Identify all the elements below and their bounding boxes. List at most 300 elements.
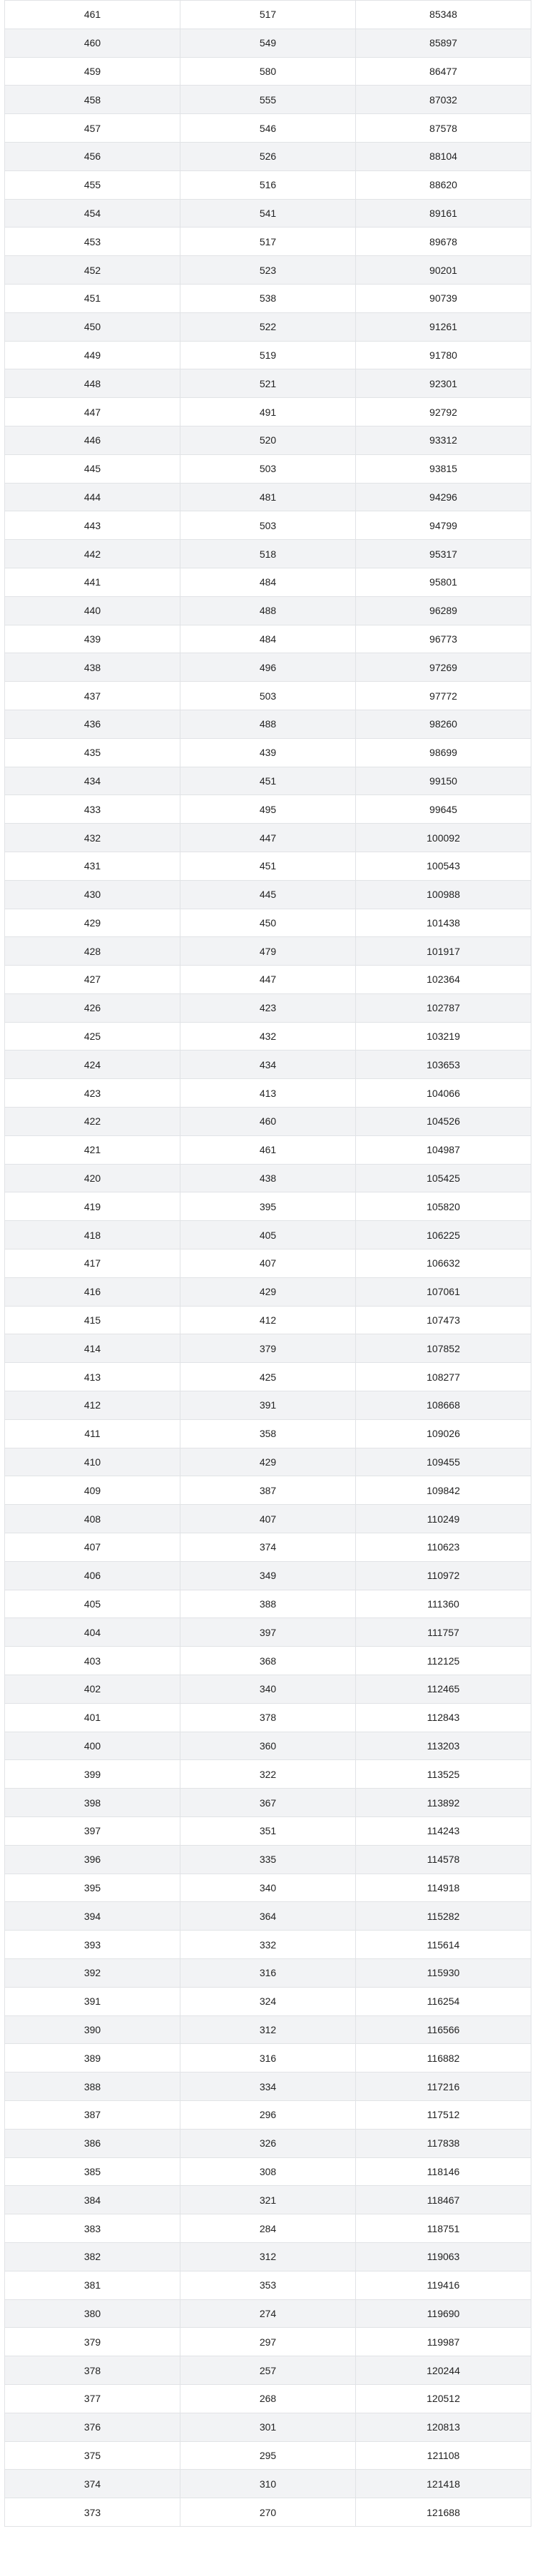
table-row bbox=[5, 1618, 531, 1647]
score-cell: 375 bbox=[5, 2441, 180, 2470]
count-cell: 491 bbox=[180, 398, 356, 426]
table-row bbox=[5, 1931, 531, 1959]
table-row bbox=[5, 2100, 531, 2129]
count-cell: 460 bbox=[180, 1108, 356, 1136]
score-cell: 408 bbox=[5, 1505, 180, 1533]
count-cell: 301 bbox=[180, 2413, 356, 2441]
table-row bbox=[5, 1135, 531, 1164]
table-row bbox=[5, 1817, 531, 1846]
cumulative-cell: 85348 bbox=[356, 1, 531, 29]
score-cell: 390 bbox=[5, 2015, 180, 2044]
cumulative-cell: 107061 bbox=[356, 1277, 531, 1306]
cumulative-cell: 109026 bbox=[356, 1419, 531, 1448]
count-cell: 284 bbox=[180, 2214, 356, 2243]
score-cell: 423 bbox=[5, 1079, 180, 1108]
table-row bbox=[5, 2498, 531, 2527]
count-cell: 316 bbox=[180, 2044, 356, 2072]
count-cell: 268 bbox=[180, 2384, 356, 2413]
cumulative-cell: 118751 bbox=[356, 2214, 531, 2243]
cumulative-cell: 107473 bbox=[356, 1306, 531, 1334]
score-cell: 377 bbox=[5, 2384, 180, 2413]
score-cell: 427 bbox=[5, 966, 180, 994]
count-cell: 481 bbox=[180, 483, 356, 511]
score-cell: 422 bbox=[5, 1108, 180, 1136]
cumulative-cell: 88620 bbox=[356, 170, 531, 199]
score-cell: 454 bbox=[5, 199, 180, 228]
score-cell: 381 bbox=[5, 2271, 180, 2299]
table-row bbox=[5, 2356, 531, 2385]
cumulative-cell: 106225 bbox=[356, 1221, 531, 1249]
cumulative-cell: 90201 bbox=[356, 256, 531, 285]
count-cell: 340 bbox=[180, 1874, 356, 1902]
count-cell: 405 bbox=[180, 1221, 356, 1249]
cumulative-cell: 116566 bbox=[356, 2015, 531, 2044]
cumulative-cell: 120244 bbox=[356, 2356, 531, 2385]
cumulative-cell: 87578 bbox=[356, 114, 531, 143]
count-cell: 322 bbox=[180, 1760, 356, 1789]
table-row bbox=[5, 86, 531, 114]
score-cell: 440 bbox=[5, 596, 180, 625]
count-cell: 523 bbox=[180, 256, 356, 285]
table-row bbox=[5, 710, 531, 738]
cumulative-cell: 109842 bbox=[356, 1476, 531, 1505]
score-cell: 433 bbox=[5, 795, 180, 824]
score-cell: 395 bbox=[5, 1874, 180, 1902]
cumulative-cell: 103219 bbox=[356, 1022, 531, 1051]
cumulative-cell: 85897 bbox=[356, 29, 531, 57]
score-cell: 419 bbox=[5, 1192, 180, 1221]
cumulative-cell: 113525 bbox=[356, 1760, 531, 1789]
count-cell: 407 bbox=[180, 1249, 356, 1278]
count-cell: 364 bbox=[180, 1902, 356, 1931]
cumulative-cell: 113203 bbox=[356, 1732, 531, 1760]
cumulative-cell: 93815 bbox=[356, 454, 531, 483]
cumulative-cell: 96773 bbox=[356, 625, 531, 653]
score-cell: 458 bbox=[5, 86, 180, 114]
score-cell: 460 bbox=[5, 29, 180, 57]
score-cell: 404 bbox=[5, 1618, 180, 1647]
cumulative-cell: 99150 bbox=[356, 767, 531, 795]
score-cell: 388 bbox=[5, 2072, 180, 2101]
count-cell: 538 bbox=[180, 284, 356, 312]
table-row bbox=[5, 880, 531, 909]
cumulative-cell: 100092 bbox=[356, 824, 531, 852]
cumulative-cell: 110249 bbox=[356, 1505, 531, 1533]
cumulative-cell: 91261 bbox=[356, 312, 531, 341]
cumulative-cell: 95801 bbox=[356, 568, 531, 596]
table-row bbox=[5, 511, 531, 540]
cumulative-cell: 92792 bbox=[356, 398, 531, 426]
count-cell: 412 bbox=[180, 1306, 356, 1334]
table-row bbox=[5, 909, 531, 937]
score-cell: 418 bbox=[5, 1221, 180, 1249]
table-row bbox=[5, 2441, 531, 2470]
score-cell: 452 bbox=[5, 256, 180, 285]
table-row bbox=[5, 1419, 531, 1448]
count-cell: 451 bbox=[180, 852, 356, 880]
table-row bbox=[5, 1164, 531, 1192]
score-cell: 445 bbox=[5, 454, 180, 483]
cumulative-cell: 107852 bbox=[356, 1334, 531, 1363]
table-row bbox=[5, 738, 531, 767]
cumulative-cell: 121418 bbox=[356, 2470, 531, 2498]
score-cell: 400 bbox=[5, 1732, 180, 1760]
count-cell: 270 bbox=[180, 2498, 356, 2527]
table-row bbox=[5, 993, 531, 1022]
cumulative-cell: 114918 bbox=[356, 1874, 531, 1902]
table-row bbox=[5, 1391, 531, 1420]
score-cell: 426 bbox=[5, 993, 180, 1022]
cumulative-cell: 102787 bbox=[356, 993, 531, 1022]
table-row bbox=[5, 2186, 531, 2214]
score-cell: 378 bbox=[5, 2356, 180, 2385]
count-cell: 479 bbox=[180, 937, 356, 966]
score-cell: 443 bbox=[5, 511, 180, 540]
cumulative-cell: 95317 bbox=[356, 540, 531, 568]
score-cell: 444 bbox=[5, 483, 180, 511]
score-cell: 376 bbox=[5, 2413, 180, 2441]
score-cell: 393 bbox=[5, 1931, 180, 1959]
score-cell: 401 bbox=[5, 1703, 180, 1732]
score-cell: 439 bbox=[5, 625, 180, 653]
table-row bbox=[5, 1732, 531, 1760]
cumulative-cell: 119416 bbox=[356, 2271, 531, 2299]
cumulative-cell: 103653 bbox=[356, 1051, 531, 1079]
table-row bbox=[5, 228, 531, 256]
score-table bbox=[4, 0, 531, 2527]
score-cell: 421 bbox=[5, 1135, 180, 1164]
table-row bbox=[5, 2242, 531, 2271]
count-cell: 546 bbox=[180, 114, 356, 143]
count-cell: 520 bbox=[180, 426, 356, 454]
table-row bbox=[5, 2384, 531, 2413]
score-cell: 417 bbox=[5, 1249, 180, 1278]
score-cell: 428 bbox=[5, 937, 180, 966]
cumulative-cell: 100543 bbox=[356, 852, 531, 880]
count-cell: 312 bbox=[180, 2015, 356, 2044]
count-cell: 516 bbox=[180, 170, 356, 199]
table-row bbox=[5, 57, 531, 86]
score-cell: 447 bbox=[5, 398, 180, 426]
cumulative-cell: 105820 bbox=[356, 1192, 531, 1221]
count-cell: 503 bbox=[180, 511, 356, 540]
score-cell: 412 bbox=[5, 1391, 180, 1420]
table-row bbox=[5, 1448, 531, 1476]
count-cell: 374 bbox=[180, 1533, 356, 1562]
cumulative-cell: 97269 bbox=[356, 653, 531, 682]
count-cell: 432 bbox=[180, 1022, 356, 1051]
table-row bbox=[5, 1533, 531, 1562]
count-cell: 360 bbox=[180, 1732, 356, 1760]
score-cell: 392 bbox=[5, 1958, 180, 1987]
table-row bbox=[5, 1590, 531, 1618]
table-row bbox=[5, 653, 531, 682]
cumulative-cell: 105425 bbox=[356, 1164, 531, 1192]
count-cell: 297 bbox=[180, 2328, 356, 2356]
cumulative-cell: 118467 bbox=[356, 2186, 531, 2214]
count-cell: 378 bbox=[180, 1703, 356, 1732]
table-row bbox=[5, 341, 531, 369]
score-cell: 459 bbox=[5, 57, 180, 86]
cumulative-cell: 100988 bbox=[356, 880, 531, 909]
cumulative-cell: 121108 bbox=[356, 2441, 531, 2470]
table-row bbox=[5, 1958, 531, 1987]
table-row bbox=[5, 2470, 531, 2498]
score-cell: 446 bbox=[5, 426, 180, 454]
score-cell: 431 bbox=[5, 852, 180, 880]
score-cell: 396 bbox=[5, 1845, 180, 1874]
count-cell: 395 bbox=[180, 1192, 356, 1221]
score-cell: 410 bbox=[5, 1448, 180, 1476]
table-row bbox=[5, 1476, 531, 1505]
cumulative-cell: 109455 bbox=[356, 1448, 531, 1476]
table-row bbox=[5, 2413, 531, 2441]
count-cell: 425 bbox=[180, 1363, 356, 1391]
cumulative-cell: 88104 bbox=[356, 142, 531, 170]
count-cell: 484 bbox=[180, 568, 356, 596]
cumulative-cell: 104987 bbox=[356, 1135, 531, 1164]
cumulative-cell: 119063 bbox=[356, 2242, 531, 2271]
cumulative-cell: 118146 bbox=[356, 2157, 531, 2186]
table-row bbox=[5, 596, 531, 625]
cumulative-cell: 104066 bbox=[356, 1079, 531, 1108]
cumulative-cell: 112465 bbox=[356, 1675, 531, 1704]
cumulative-cell: 102364 bbox=[356, 966, 531, 994]
table-row bbox=[5, 2072, 531, 2101]
table-row bbox=[5, 795, 531, 824]
count-cell: 549 bbox=[180, 29, 356, 57]
cumulative-cell: 120512 bbox=[356, 2384, 531, 2413]
table-row bbox=[5, 1221, 531, 1249]
cumulative-cell: 93312 bbox=[356, 426, 531, 454]
table-row bbox=[5, 1306, 531, 1334]
score-cell: 414 bbox=[5, 1334, 180, 1363]
table-row bbox=[5, 2044, 531, 2072]
cumulative-cell: 90739 bbox=[356, 284, 531, 312]
count-cell: 451 bbox=[180, 767, 356, 795]
score-cell: 455 bbox=[5, 170, 180, 199]
score-cell: 387 bbox=[5, 2100, 180, 2129]
table-row bbox=[5, 1051, 531, 1079]
cumulative-cell: 117216 bbox=[356, 2072, 531, 2101]
table-row bbox=[5, 2129, 531, 2157]
table-row bbox=[5, 2214, 531, 2243]
count-cell: 349 bbox=[180, 1561, 356, 1590]
score-cell: 409 bbox=[5, 1476, 180, 1505]
table-row bbox=[5, 398, 531, 426]
cumulative-cell: 116882 bbox=[356, 2044, 531, 2072]
score-cell: 380 bbox=[5, 2299, 180, 2328]
table-row bbox=[5, 2015, 531, 2044]
cumulative-cell: 114578 bbox=[356, 1845, 531, 1874]
count-cell: 503 bbox=[180, 454, 356, 483]
count-cell: 335 bbox=[180, 1845, 356, 1874]
count-cell: 388 bbox=[180, 1590, 356, 1618]
score-cell: 457 bbox=[5, 114, 180, 143]
count-cell: 526 bbox=[180, 142, 356, 170]
table-row bbox=[5, 142, 531, 170]
table-row bbox=[5, 29, 531, 57]
table-row bbox=[5, 682, 531, 710]
score-cell: 406 bbox=[5, 1561, 180, 1590]
table-row bbox=[5, 1108, 531, 1136]
table-row bbox=[5, 1363, 531, 1391]
cumulative-cell: 113892 bbox=[356, 1789, 531, 1817]
score-cell: 425 bbox=[5, 1022, 180, 1051]
count-cell: 379 bbox=[180, 1334, 356, 1363]
table-row bbox=[5, 1902, 531, 1931]
score-cell: 430 bbox=[5, 880, 180, 909]
table-row bbox=[5, 966, 531, 994]
score-cell: 450 bbox=[5, 312, 180, 341]
score-cell: 435 bbox=[5, 738, 180, 767]
table-row bbox=[5, 114, 531, 143]
table-row bbox=[5, 1277, 531, 1306]
score-cell: 382 bbox=[5, 2242, 180, 2271]
score-cell: 413 bbox=[5, 1363, 180, 1391]
score-cell: 432 bbox=[5, 824, 180, 852]
table-row bbox=[5, 454, 531, 483]
score-cell: 415 bbox=[5, 1306, 180, 1334]
cumulative-cell: 119690 bbox=[356, 2299, 531, 2328]
table-row bbox=[5, 2328, 531, 2356]
cumulative-cell: 101438 bbox=[356, 909, 531, 937]
table-row bbox=[5, 852, 531, 880]
score-cell: 436 bbox=[5, 710, 180, 738]
count-cell: 391 bbox=[180, 1391, 356, 1420]
table-row bbox=[5, 767, 531, 795]
table-row bbox=[5, 369, 531, 398]
table-row bbox=[5, 1845, 531, 1874]
score-cell: 461 bbox=[5, 1, 180, 29]
cumulative-cell: 108668 bbox=[356, 1391, 531, 1420]
table-row bbox=[5, 1987, 531, 2015]
count-cell: 488 bbox=[180, 596, 356, 625]
table-row bbox=[5, 824, 531, 852]
table-row bbox=[5, 199, 531, 228]
count-cell: 368 bbox=[180, 1647, 356, 1675]
cumulative-cell: 120813 bbox=[356, 2413, 531, 2441]
table-row bbox=[5, 170, 531, 199]
count-cell: 353 bbox=[180, 2271, 356, 2299]
score-cell: 420 bbox=[5, 1164, 180, 1192]
cumulative-cell: 97772 bbox=[356, 682, 531, 710]
count-cell: 397 bbox=[180, 1618, 356, 1647]
score-cell: 379 bbox=[5, 2328, 180, 2356]
score-cell: 442 bbox=[5, 540, 180, 568]
score-cell: 416 bbox=[5, 1277, 180, 1306]
score-cell: 384 bbox=[5, 2186, 180, 2214]
cumulative-cell: 98260 bbox=[356, 710, 531, 738]
score-cell: 451 bbox=[5, 284, 180, 312]
count-cell: 310 bbox=[180, 2470, 356, 2498]
count-cell: 445 bbox=[180, 880, 356, 909]
count-cell: 517 bbox=[180, 1, 356, 29]
count-cell: 518 bbox=[180, 540, 356, 568]
score-cell: 389 bbox=[5, 2044, 180, 2072]
count-cell: 521 bbox=[180, 369, 356, 398]
cumulative-cell: 104526 bbox=[356, 1108, 531, 1136]
count-cell: 413 bbox=[180, 1079, 356, 1108]
count-cell: 257 bbox=[180, 2356, 356, 2385]
cumulative-cell: 119987 bbox=[356, 2328, 531, 2356]
count-cell: 461 bbox=[180, 1135, 356, 1164]
score-cell: 386 bbox=[5, 2129, 180, 2157]
cumulative-cell: 111360 bbox=[356, 1590, 531, 1618]
count-cell: 334 bbox=[180, 2072, 356, 2101]
cumulative-cell: 99645 bbox=[356, 795, 531, 824]
table-row bbox=[5, 284, 531, 312]
score-cell: 437 bbox=[5, 682, 180, 710]
cumulative-cell: 89161 bbox=[356, 199, 531, 228]
count-cell: 423 bbox=[180, 993, 356, 1022]
count-cell: 358 bbox=[180, 1419, 356, 1448]
cumulative-cell: 115282 bbox=[356, 1902, 531, 1931]
cumulative-cell: 117838 bbox=[356, 2129, 531, 2157]
cumulative-cell: 87032 bbox=[356, 86, 531, 114]
score-cell: 402 bbox=[5, 1675, 180, 1704]
cumulative-cell: 112125 bbox=[356, 1647, 531, 1675]
count-cell: 488 bbox=[180, 710, 356, 738]
count-cell: 351 bbox=[180, 1817, 356, 1846]
score-cell: 429 bbox=[5, 909, 180, 937]
table-row bbox=[5, 426, 531, 454]
cumulative-cell: 106632 bbox=[356, 1249, 531, 1278]
cumulative-cell: 91780 bbox=[356, 341, 531, 369]
count-cell: 580 bbox=[180, 57, 356, 86]
table-row bbox=[5, 1079, 531, 1108]
table-row bbox=[5, 1703, 531, 1732]
cumulative-cell: 112843 bbox=[356, 1703, 531, 1732]
count-cell: 367 bbox=[180, 1789, 356, 1817]
count-cell: 450 bbox=[180, 909, 356, 937]
count-cell: 429 bbox=[180, 1448, 356, 1476]
score-cell: 449 bbox=[5, 341, 180, 369]
count-cell: 296 bbox=[180, 2100, 356, 2129]
table-row bbox=[5, 1675, 531, 1704]
score-cell: 434 bbox=[5, 767, 180, 795]
count-cell: 321 bbox=[180, 2186, 356, 2214]
cumulative-cell: 110623 bbox=[356, 1533, 531, 1562]
cumulative-cell: 92301 bbox=[356, 369, 531, 398]
table-row bbox=[5, 568, 531, 596]
table-row bbox=[5, 256, 531, 285]
cumulative-cell: 111757 bbox=[356, 1618, 531, 1647]
count-cell: 407 bbox=[180, 1505, 356, 1533]
score-cell: 391 bbox=[5, 1987, 180, 2015]
score-cell: 383 bbox=[5, 2214, 180, 2243]
score-cell: 398 bbox=[5, 1789, 180, 1817]
cumulative-cell: 117512 bbox=[356, 2100, 531, 2129]
cumulative-cell: 115930 bbox=[356, 1958, 531, 1987]
score-cell: 399 bbox=[5, 1760, 180, 1789]
score-cell: 438 bbox=[5, 653, 180, 682]
count-cell: 555 bbox=[180, 86, 356, 114]
count-cell: 340 bbox=[180, 1675, 356, 1704]
cumulative-cell: 94296 bbox=[356, 483, 531, 511]
table-body bbox=[5, 1, 531, 2527]
count-cell: 495 bbox=[180, 795, 356, 824]
count-cell: 447 bbox=[180, 824, 356, 852]
cumulative-cell: 89678 bbox=[356, 228, 531, 256]
table-row bbox=[5, 1022, 531, 1051]
score-cell: 397 bbox=[5, 1817, 180, 1846]
cumulative-cell: 110972 bbox=[356, 1561, 531, 1590]
count-cell: 447 bbox=[180, 966, 356, 994]
table-row bbox=[5, 1647, 531, 1675]
count-cell: 274 bbox=[180, 2299, 356, 2328]
table-row bbox=[5, 625, 531, 653]
